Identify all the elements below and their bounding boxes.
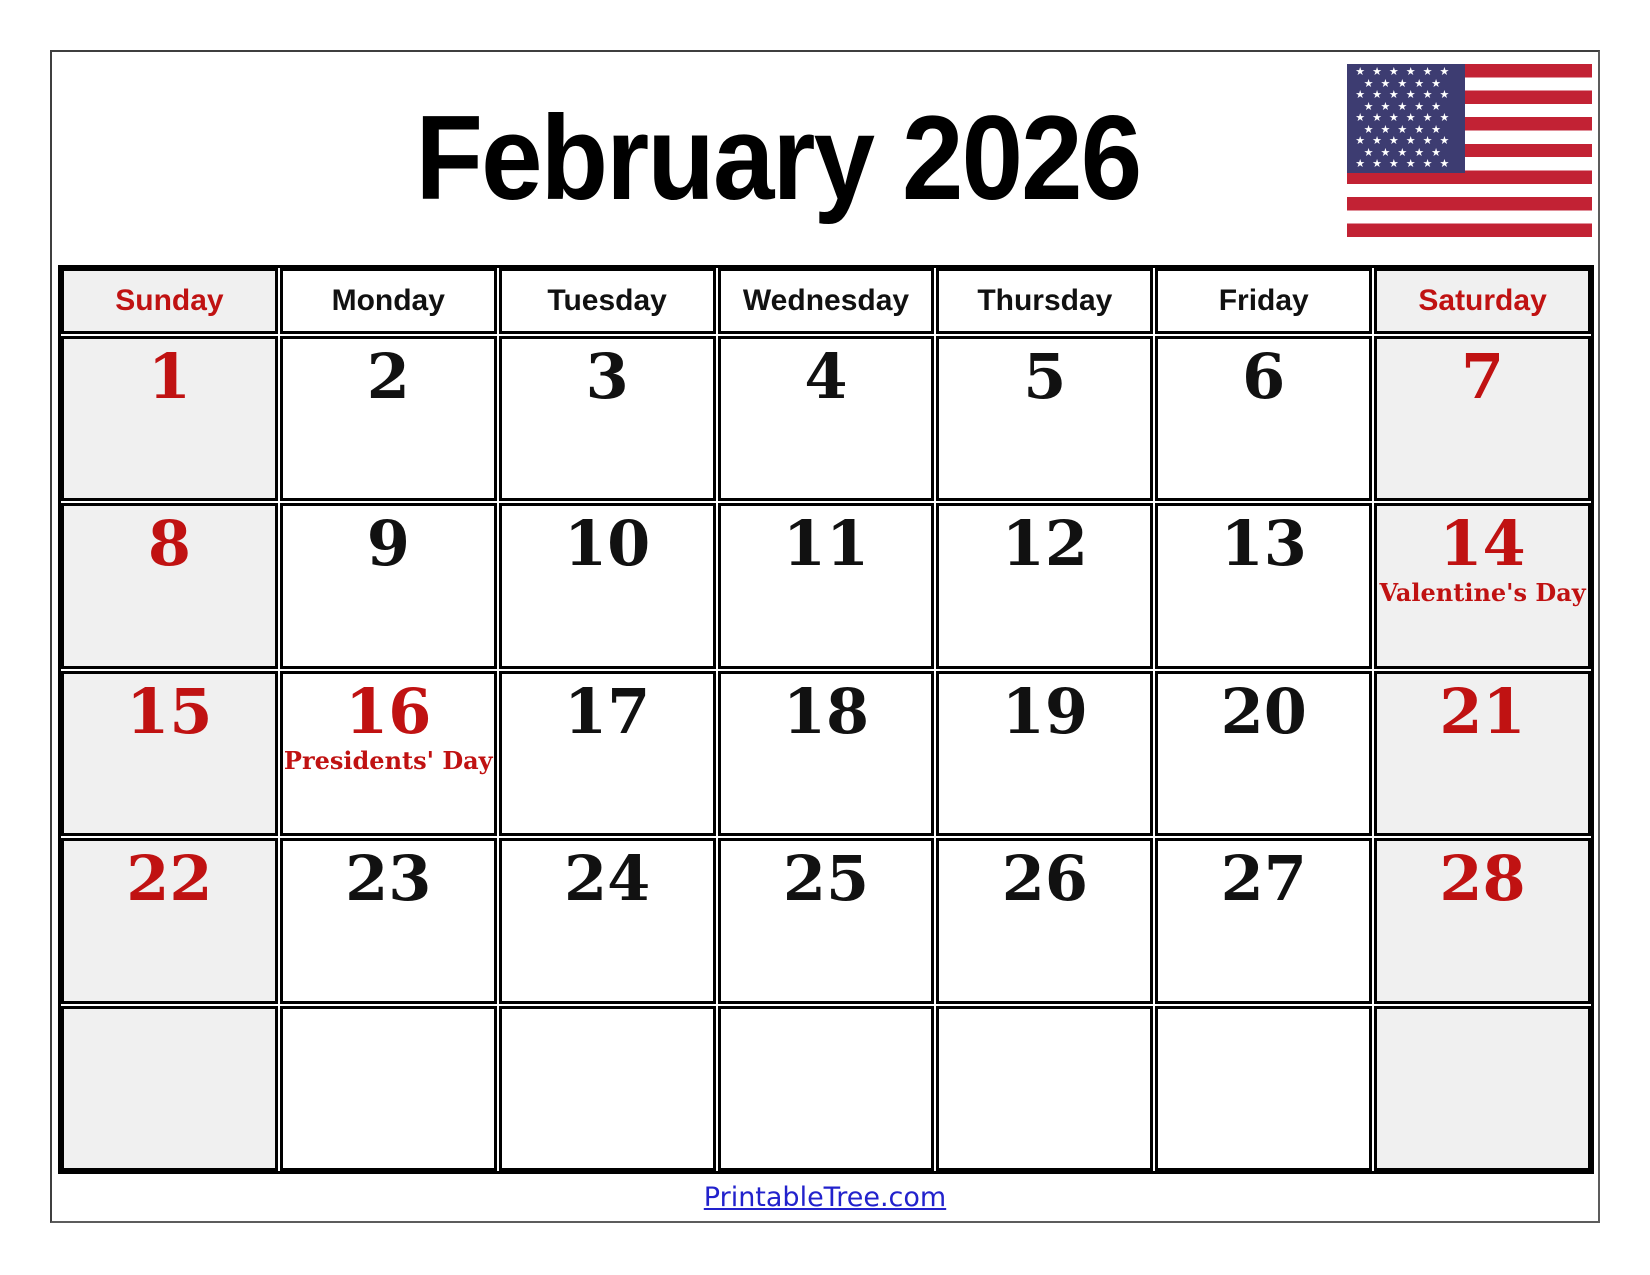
day-cell-5 — [936, 336, 1153, 501]
day-cell-empty — [280, 1006, 497, 1171]
day-number: 14 — [1439, 507, 1526, 581]
flag-star-row: ★★★★★★ — [1355, 135, 1457, 148]
day-cell-16 — [280, 671, 497, 836]
day-number: 24 — [563, 842, 651, 916]
day-number: 11 — [782, 507, 870, 581]
day-cell-14 — [1374, 503, 1591, 668]
day-cell-23 — [280, 838, 497, 1003]
day-number: 3 — [585, 340, 629, 413]
day-cell-28 — [1374, 838, 1591, 1003]
day-number: 19 — [1001, 674, 1088, 748]
day-cell-25 — [718, 838, 935, 1003]
page-header — [52, 52, 1598, 264]
day-number: 22 — [126, 842, 213, 916]
flag-star-row: ★★★★★ — [1363, 77, 1448, 90]
weekday-header-tuesday: Tuesday — [499, 268, 716, 334]
day-number: 7 — [1461, 340, 1505, 413]
day-number: 26 — [1001, 842, 1088, 916]
calendar-grid — [58, 265, 1594, 1174]
weekday-header-sunday: Sunday — [61, 268, 278, 334]
day-cell-1 — [61, 336, 278, 501]
day-number: 12 — [1001, 507, 1088, 581]
page-title: February 2026 — [415, 91, 1140, 225]
day-cell-21 — [1374, 671, 1591, 836]
day-number: 25 — [782, 842, 870, 916]
weekday-header-saturday: Saturday — [1374, 268, 1591, 334]
day-cell-8 — [61, 503, 278, 668]
day-cell-empty — [1374, 1006, 1591, 1171]
day-cell-12 — [936, 503, 1153, 668]
day-number: 13 — [1220, 507, 1307, 581]
flag-star-row: ★★★★★ — [1363, 146, 1448, 159]
day-cell-2 — [280, 336, 497, 501]
day-number: 5 — [1023, 340, 1067, 413]
weekday-header-monday: Monday — [280, 268, 497, 334]
flag-star-row: ★★★★★★ — [1355, 89, 1457, 102]
day-cell-26 — [936, 838, 1153, 1003]
day-cell-27 — [1155, 838, 1372, 1003]
day-number: 1 — [147, 340, 191, 413]
flag-star-row: ★★★★★★ — [1355, 112, 1457, 125]
day-cell-18 — [718, 671, 935, 836]
day-cell-10 — [499, 503, 716, 668]
flag-star-row: ★★★★★★ — [1355, 66, 1457, 79]
day-number: 4 — [804, 340, 848, 413]
day-cell-15 — [61, 671, 278, 836]
weekday-header-friday: Friday — [1155, 268, 1372, 334]
day-cell-22 — [61, 838, 278, 1003]
day-cell-6 — [1155, 336, 1372, 501]
day-number: 17 — [563, 674, 651, 748]
holiday-label: Presidents' Day — [283, 745, 493, 775]
page-footer — [52, 1173, 1598, 1221]
day-number: 23 — [345, 842, 432, 916]
flag-star-row: ★★★★★ — [1363, 100, 1448, 113]
day-cell-empty — [1155, 1006, 1372, 1171]
day-number: 8 — [147, 507, 191, 581]
day-cell-empty — [936, 1006, 1153, 1171]
day-cell-7 — [1374, 336, 1591, 501]
title-wrap — [52, 52, 1503, 264]
weekday-header-wednesday: Wednesday — [718, 268, 935, 334]
day-number: 9 — [366, 507, 410, 581]
day-cell-19 — [936, 671, 1153, 836]
weekday-header-thursday: Thursday — [936, 268, 1153, 334]
day-cell-11 — [718, 503, 935, 668]
us-flag-icon — [1347, 64, 1592, 237]
day-number: 18 — [782, 674, 870, 748]
day-cell-empty — [499, 1006, 716, 1171]
day-number: 27 — [1220, 842, 1307, 916]
site-link[interactable]: PrintableTree.com — [703, 1181, 947, 1213]
day-cell-9 — [280, 503, 497, 668]
day-number: 28 — [1439, 842, 1526, 916]
day-number: 10 — [563, 507, 651, 581]
calendar-page — [50, 50, 1600, 1223]
day-number: 2 — [366, 340, 410, 413]
day-cell-empty — [718, 1006, 935, 1171]
flag-star-row: ★★★★★ — [1363, 123, 1448, 136]
day-number: 6 — [1242, 340, 1286, 413]
holiday-label: Valentine's Day — [1379, 578, 1586, 608]
day-cell-24 — [499, 838, 716, 1003]
day-number: 15 — [126, 674, 213, 748]
day-number: 16 — [345, 674, 432, 748]
flag-canton — [1347, 64, 1465, 173]
day-cell-13 — [1155, 503, 1372, 668]
flag-star-row: ★★★★★★ — [1355, 158, 1457, 171]
day-cell-4 — [718, 336, 935, 501]
day-cell-empty — [61, 1006, 278, 1171]
day-number: 20 — [1220, 674, 1307, 748]
day-number: 21 — [1439, 674, 1526, 748]
day-cell-3 — [499, 336, 716, 501]
day-cell-17 — [499, 671, 716, 836]
day-cell-20 — [1155, 671, 1372, 836]
